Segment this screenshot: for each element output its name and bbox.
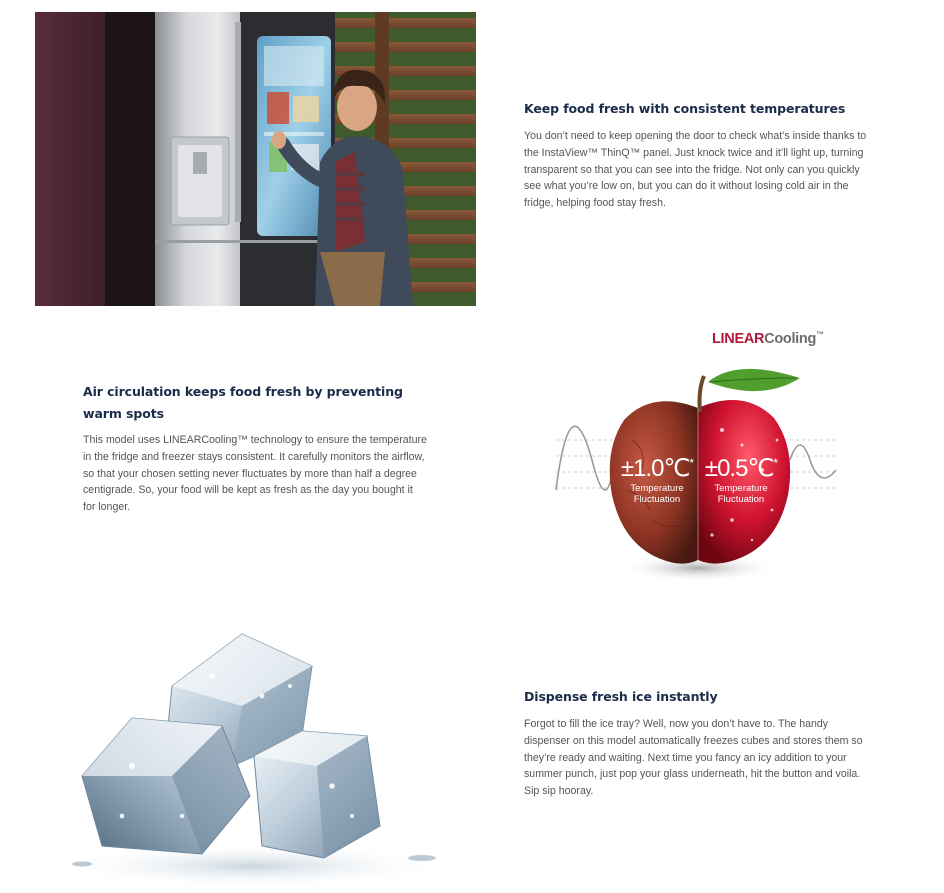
right-caption-line2: Fluctuation	[717, 494, 765, 505]
linear-cooling-apple-image	[552, 320, 842, 590]
left-caption-line2: Fluctuation	[633, 494, 681, 505]
feature-text-air-circulation: This model uses LINEARCooling™ technology to ensure the temperature in the fridge and freezer stays consistent. It carefully monitors the airflow, so that your chosen setting never fluctuates by more than half a degree centigrade. So, your food will be kept as fresh as the day you bought it for longer.	[83, 434, 427, 514]
feature-title-consistent-temperatures: Keep food fresh with consistent temperatures	[524, 101, 846, 116]
right-caption-line1: Temperature	[714, 483, 768, 494]
feature-text-consistent-temperatures: You don’t need to keep opening the door to check what’s inside thanks to the InstaView™ ThinQ™ panel. Just knock twice and it’ll light up, turning transparent so that you can see into the fridge. Not only can you quickly see what you’re low on, but you can do it without losing cold air in the fridge, helping food stay fresh.	[524, 130, 867, 210]
ice-cubes-image	[62, 626, 454, 893]
logo-trademark: ™	[816, 330, 824, 339]
feature-text-fresh-ice: Forgot to fill the ice tray? Well, now you don’t have to. The handy dispenser on this model automatically freezes cubes and stores them so they’re ready and waiting. Next time you fancy an icy addition to your summer punch, just pop your glass underneath, hit the button and voila. Sip sip hooray.	[524, 718, 863, 798]
feature-title-fresh-ice: Dispense fresh ice instantly	[524, 689, 718, 704]
logo-cooling: Cooling	[764, 330, 817, 347]
right-fluctuation-value: ±0.5℃	[704, 455, 774, 482]
right-fluctuation-label	[700, 454, 782, 505]
logo-linear: LINEAR	[712, 330, 765, 347]
left-fluctuation-label	[616, 454, 698, 505]
fridge-scene-illustration	[35, 12, 476, 306]
left-fluctuation-value: ±1.0℃	[620, 455, 690, 482]
feature-title-air-circulation: Air circulation keeps food fresh by preventing warm spots	[83, 384, 403, 421]
left-asterisk: *	[689, 456, 694, 470]
instaview-fridge-image	[35, 12, 476, 306]
left-caption-line1: Temperature	[630, 483, 684, 494]
ice-cubes-illustration	[62, 626, 454, 893]
right-asterisk: *	[773, 456, 778, 470]
